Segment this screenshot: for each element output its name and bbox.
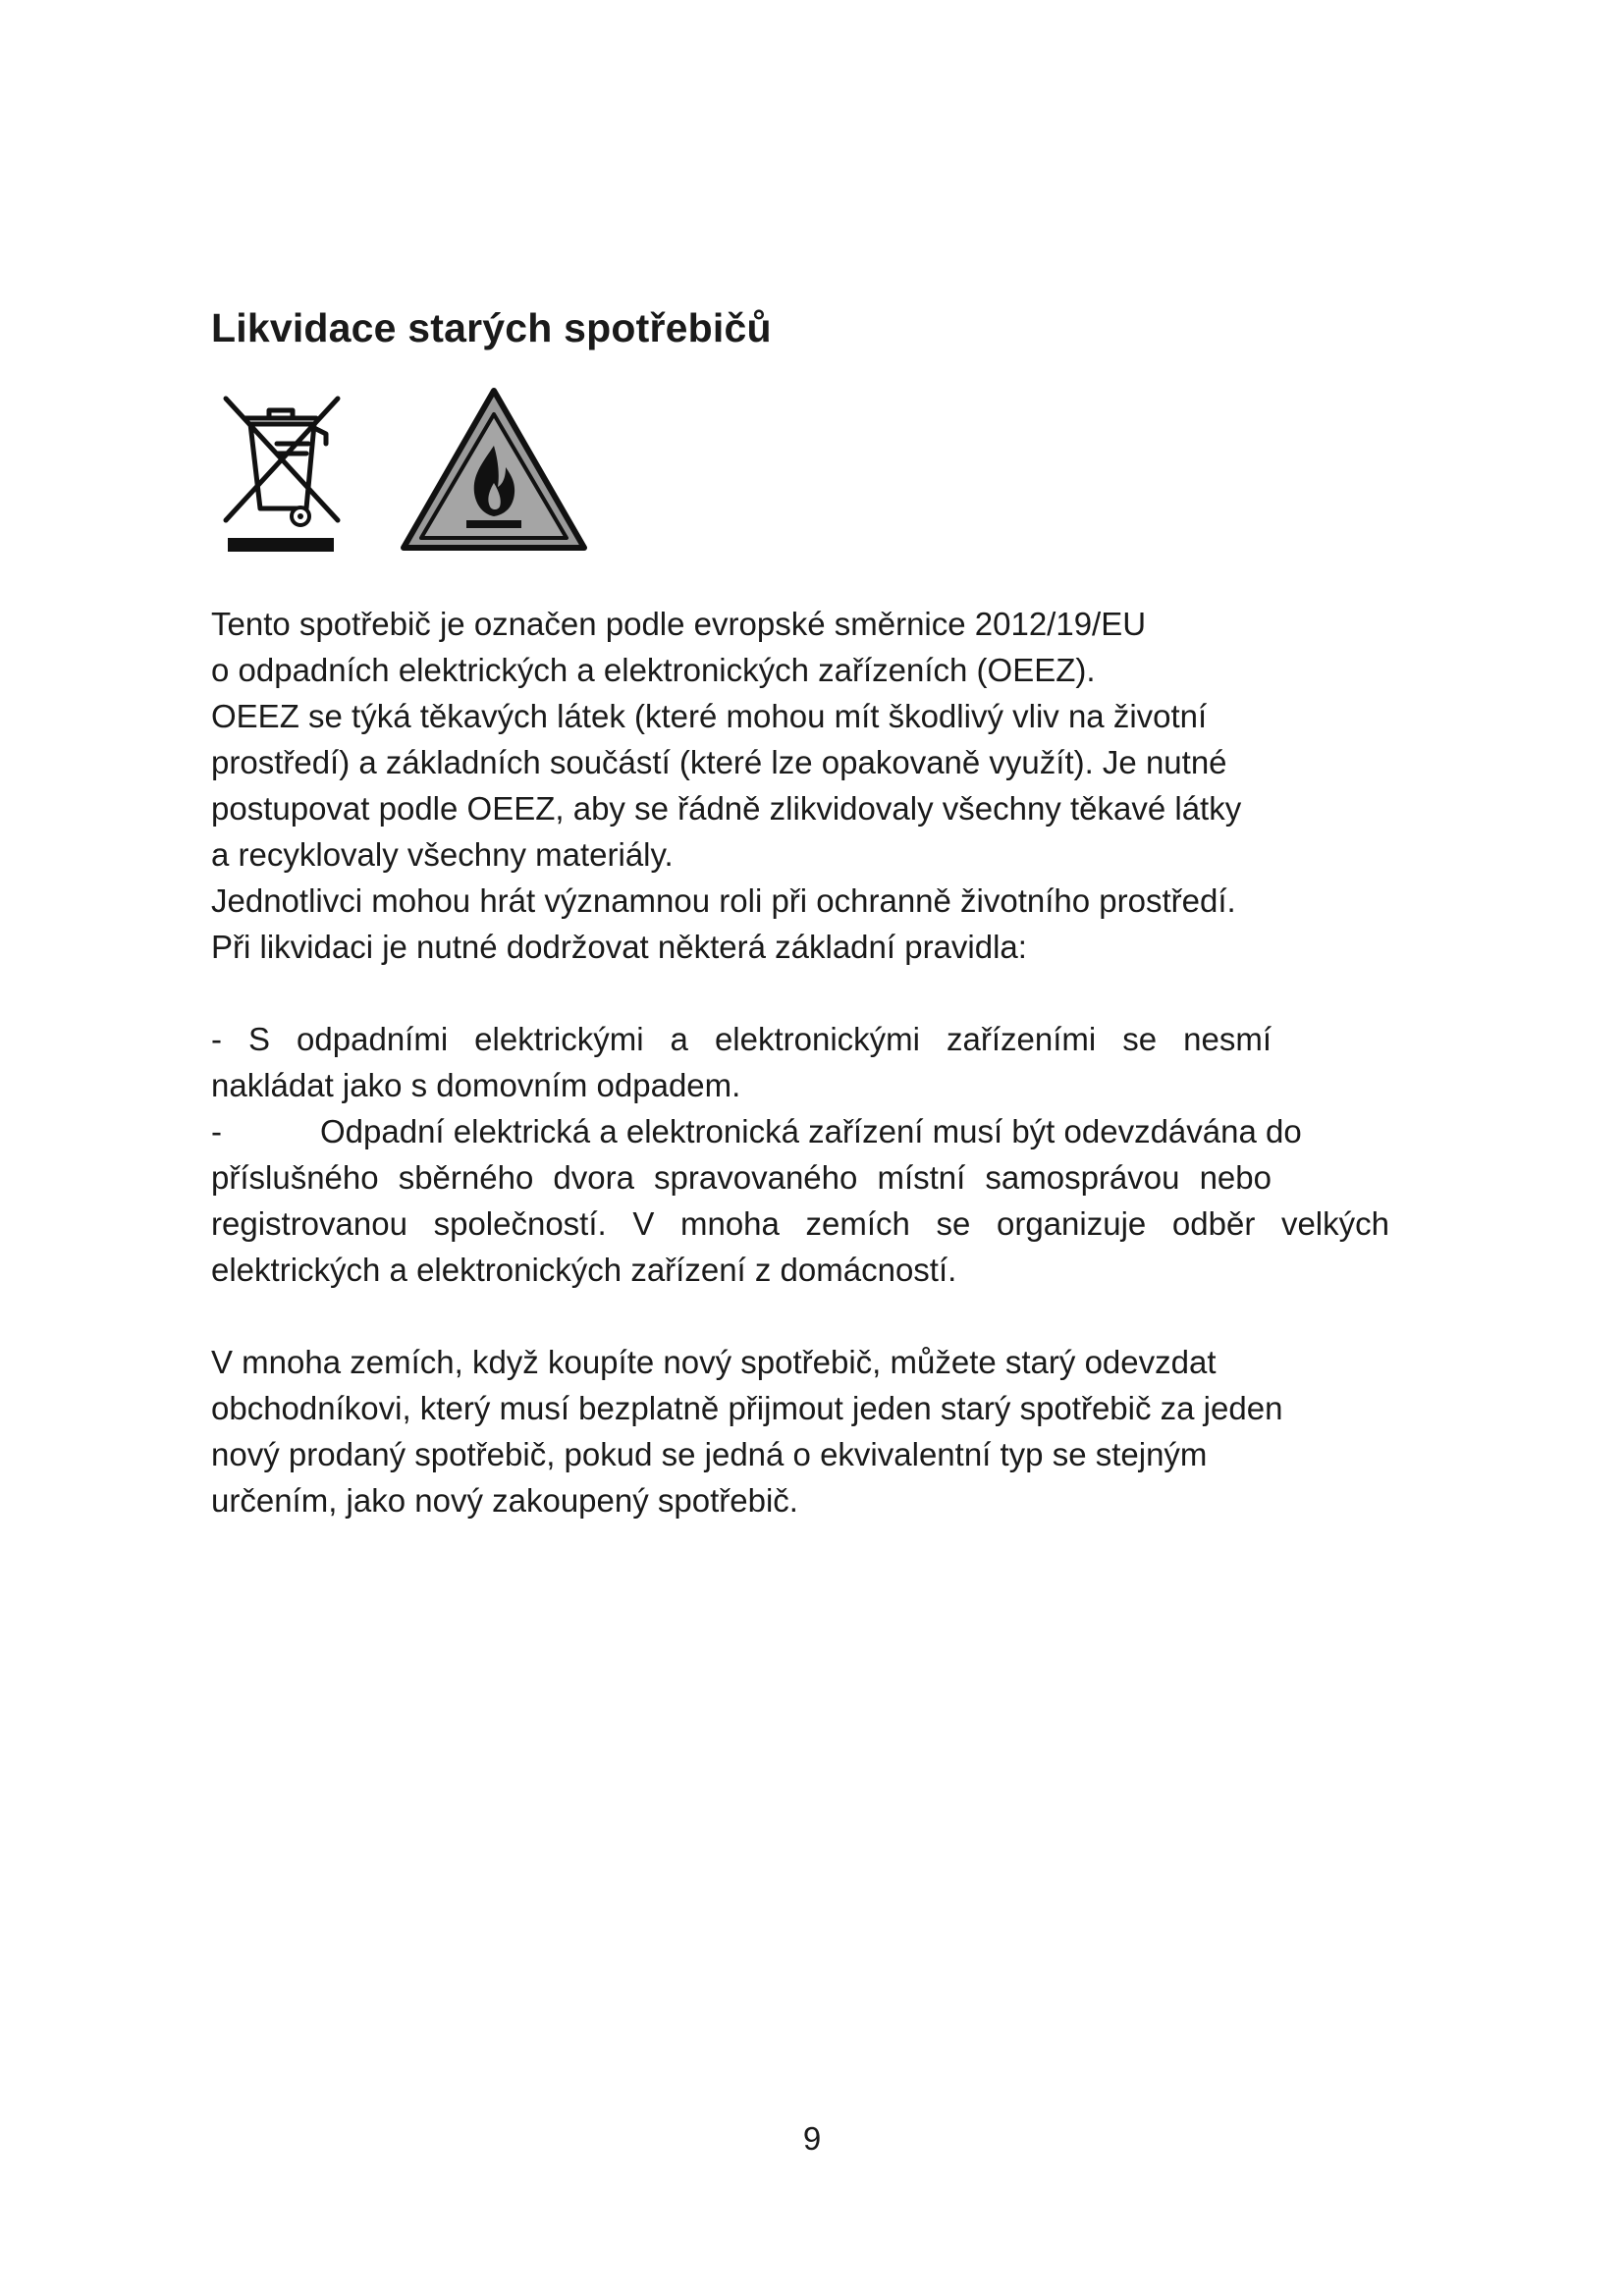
spacer — [211, 1293, 1389, 1339]
page-title: Likvidace starých spotřebičů — [211, 305, 772, 350]
retailer-paragraph — [211, 1339, 1389, 1523]
symbol-row — [218, 385, 611, 561]
rule-2-line-3: registrovanou společností. V mnoha zemích se organizuje odběr velkých — [211, 1205, 1389, 1242]
rule-1-line-2: nakládat jako s domovním odpadem. — [211, 1067, 741, 1103]
page-number: 9 — [802, 2120, 822, 2157]
crossed-out-wheelie-bin-icon — [218, 395, 346, 561]
spacer — [211, 970, 1389, 1016]
intro-paragraph — [211, 601, 1389, 970]
text-line: V mnoha zemích, když koupíte nový spotřebič, můžete starý odevzdat — [211, 1344, 1217, 1380]
text-line: prostředí) a základních součástí (které lze opakovaně využít). Je nutné — [211, 744, 1227, 780]
rule-2-line-2: příslušného sběrného dvora spravovaného místní samosprávou nebo — [211, 1159, 1272, 1196]
text-line: a recyklovaly všechny materiály. — [211, 836, 674, 873]
rule-2-line-4: elektrických a elektronických zařízení z domácností. — [211, 1252, 957, 1288]
text-line: postupovat podle OEEZ, aby se řádně zlikvidovaly všechny těkavé látky — [211, 790, 1242, 827]
flammable-warning-icon — [398, 385, 590, 554]
rule-1-line-1: - S odpadními elektrickými a elektronickými zařízeními se nesmí — [211, 1021, 1272, 1057]
rule-2 — [211, 1108, 1389, 1293]
rule-2-line-1-text: Odpadní elektrická a elektronická zařízení musí být odevzdávána do — [320, 1113, 1302, 1149]
document-body — [211, 601, 1389, 1523]
text-line: Jednotlivci mohou hrát významnou roli při ochranně životního prostředí. — [211, 882, 1236, 919]
rule-2-line-1 — [211, 1108, 1389, 1154]
text-line: o odpadních elektrických a elektronických zařízeních (OEEZ). — [211, 652, 1096, 688]
rule-1 — [211, 1016, 1389, 1108]
text-line: Při likvidaci je nutné dodržovat některá základní pravidla: — [211, 929, 1027, 965]
rule-2-dash: - — [211, 1113, 222, 1149]
text-line: nový prodaný spotřebič, pokud se jedná o ekvivalentní typ se stejným — [211, 1436, 1208, 1472]
text-line: Tento spotřebič je označen podle evropské směrnice 2012/19/EU — [211, 606, 1147, 642]
text-line: obchodníkovi, který musí bezplatně přijmout jeden starý spotřebič za jeden — [211, 1390, 1283, 1426]
text-line: OEEZ se týká těkavých látek (které mohou mít škodlivý vliv na životní — [211, 698, 1208, 734]
text-line: určením, jako nový zakoupený spotřebič. — [211, 1482, 798, 1519]
